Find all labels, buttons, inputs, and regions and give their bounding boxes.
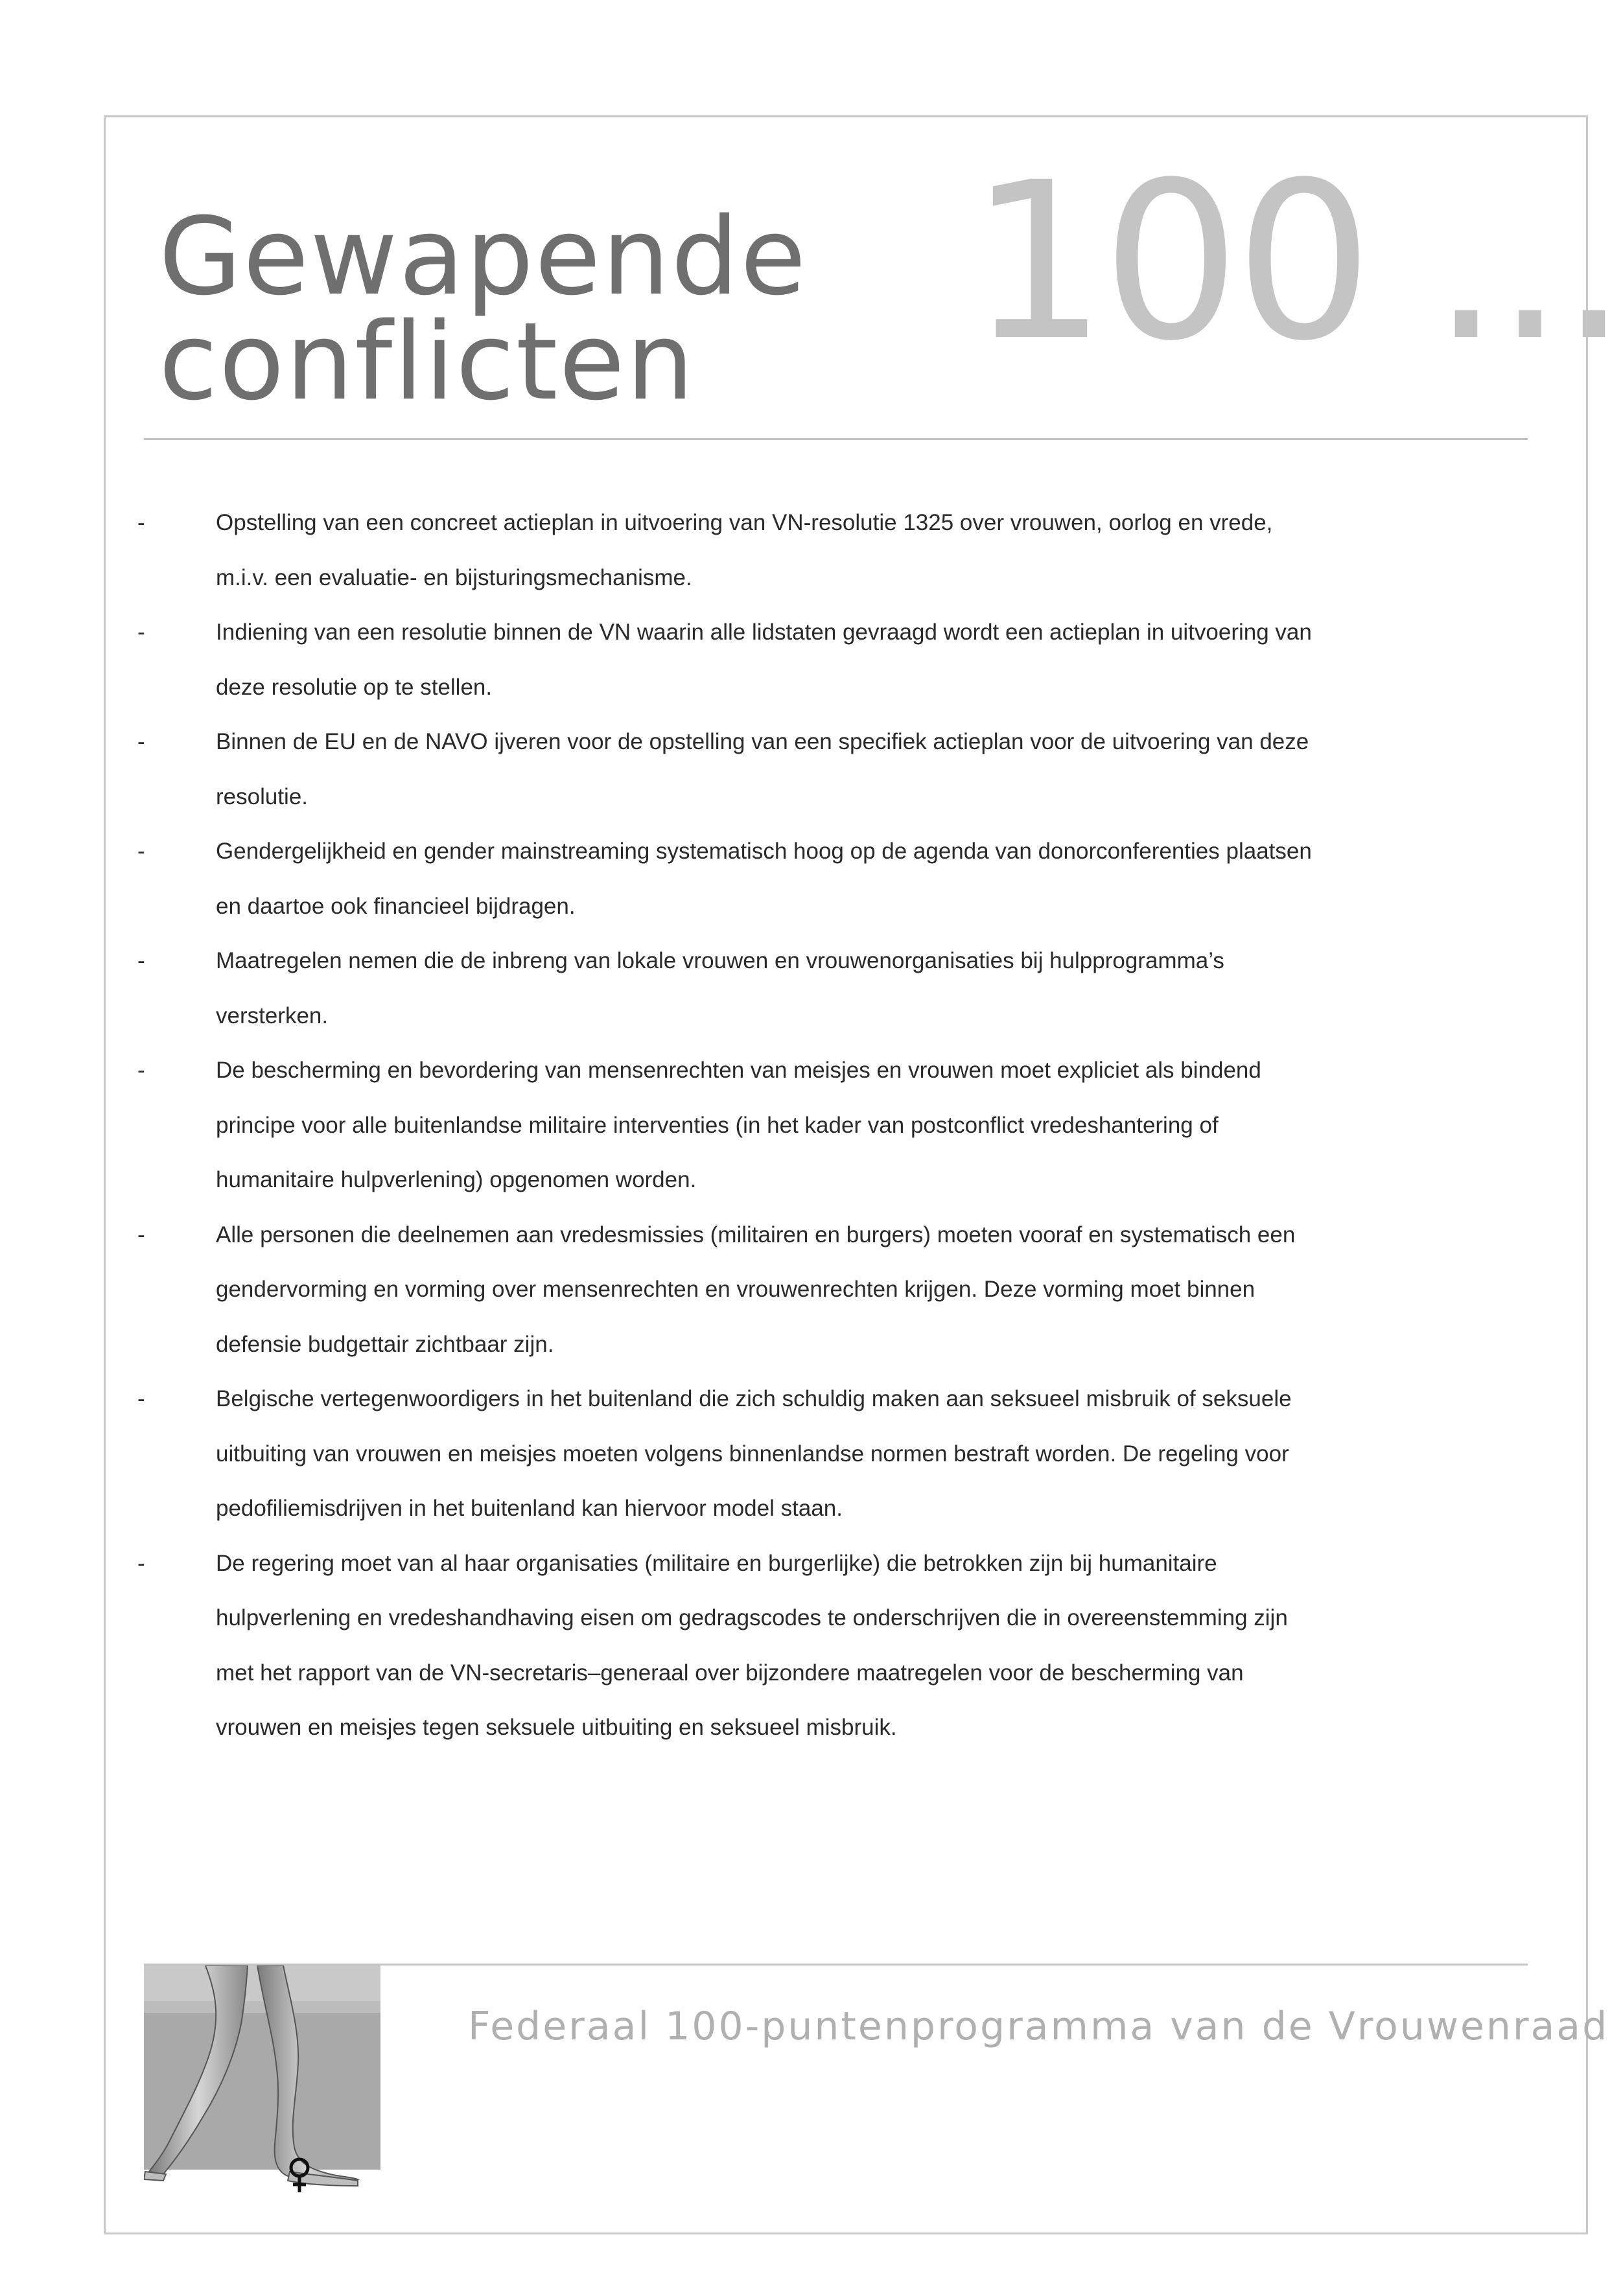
walking-legs-figure: [144, 1966, 380, 2194]
bullet-dash: -: [137, 1222, 145, 1247]
list-item: [0, 605, 1331, 715]
page-title: [159, 194, 808, 424]
list-item: [0, 1043, 1331, 1208]
bullet-dash: -: [137, 839, 145, 864]
list-item-text: Belgische vertegenwoordigers in het buitenland die zich schuldig maken aan seksueel misbruik of seksuele uitbuiting van vrouwen en meisjes moeten volgens binnenlandse normen bestraft worden. De regeling voor pedofiliemisdrijven in het buitenland kan hiervoor model staan.: [216, 1386, 1292, 1521]
legs-illustration: [144, 1966, 380, 2194]
list-item-text: Maatregelen nemen die de inbreng van lokale vrouwen en vrouwenorganisaties bij hulpprogramma’s versterken.: [216, 948, 1224, 1028]
list-item-text: De regering moet van al haar organisaties (militaire en burgerlijke) die betrokken zijn bij humanitaire hulpverlening en vredeshandhaving eisen om gedragscodes te onderschrijven die in overeenstemming zijn met het rapport van de VN-secretaris–generaal over bijzondere maatregelen voor de bescherming van vrouwen en meisjes tegen seksuele uitbuiting en seksueel misbruik.: [216, 1550, 1288, 1740]
list-item-text: Indiening van een resolutie binnen de VN waarin alle lidstaten gevraagd wordt een actieplan in uitvoering van deze resolutie op te stellen.: [216, 620, 1312, 700]
title-line-1: Gewapende: [159, 194, 808, 319]
bullet-dash: -: [137, 729, 145, 754]
list-item: [0, 496, 1331, 605]
list-item: [0, 1536, 1331, 1756]
bullet-dash: -: [137, 1550, 145, 1576]
action-points-list: [0, 496, 1623, 1756]
bullet-dash: -: [137, 948, 145, 973]
list-item: [0, 1208, 1331, 1373]
list-item-text: Alle personen die deelnemen aan vredesmissies (militairen en burgers) moeten vooraf en systematisch een gendervorming en vorming over mensenrechten en vrouwenrechten krijgen. Deze vorming moet binnen defensie budgettair zichtbaar zijn.: [216, 1222, 1296, 1357]
bullet-dash: -: [137, 1058, 145, 1083]
list-item-text: De bescherming en bevordering van mensenrechten van meisjes en vrouwen moet expliciet als bindend principe voor alle buitenlandse militaire interventies (in het kader van postconflict vredeshantering of humanitaire hulpverlening) opgenomen worden.: [216, 1058, 1261, 1192]
list-item: [0, 934, 1331, 1043]
header-divider: [144, 438, 1528, 440]
bullet-dash: -: [137, 1386, 145, 1411]
list-item-text: Opstelling van een concreet actieplan in uitvoering van VN-resolutie 1325 over vrouwen, oorlog en vrede, m.i.v. een evaluatie- en bijsturingsmechanisme.: [216, 510, 1273, 590]
list-item-text: Gendergelijkheid en gender mainstreaming systematisch hoog op de agenda van donorconferenties plaatsen en daartoe ook financieel bijdragen.: [216, 839, 1312, 919]
list-item: [0, 824, 1331, 934]
bullet-dash: -: [137, 620, 145, 645]
bullet-dash: -: [137, 510, 145, 535]
list-item-text: Binnen de EU en de NAVO ijveren voor de opstelling van een specifiek actieplan voor de uitvoering van deze resolutie.: [216, 729, 1309, 809]
footer-program-title: Federaal 100-puntenprogramma van de Vrouwenraad: [468, 2004, 1609, 2049]
point-number: 100 ...: [969, 136, 1623, 389]
list-item: [0, 715, 1331, 824]
title-line-2: conflicten: [159, 299, 695, 424]
list-item: [0, 1372, 1331, 1536]
